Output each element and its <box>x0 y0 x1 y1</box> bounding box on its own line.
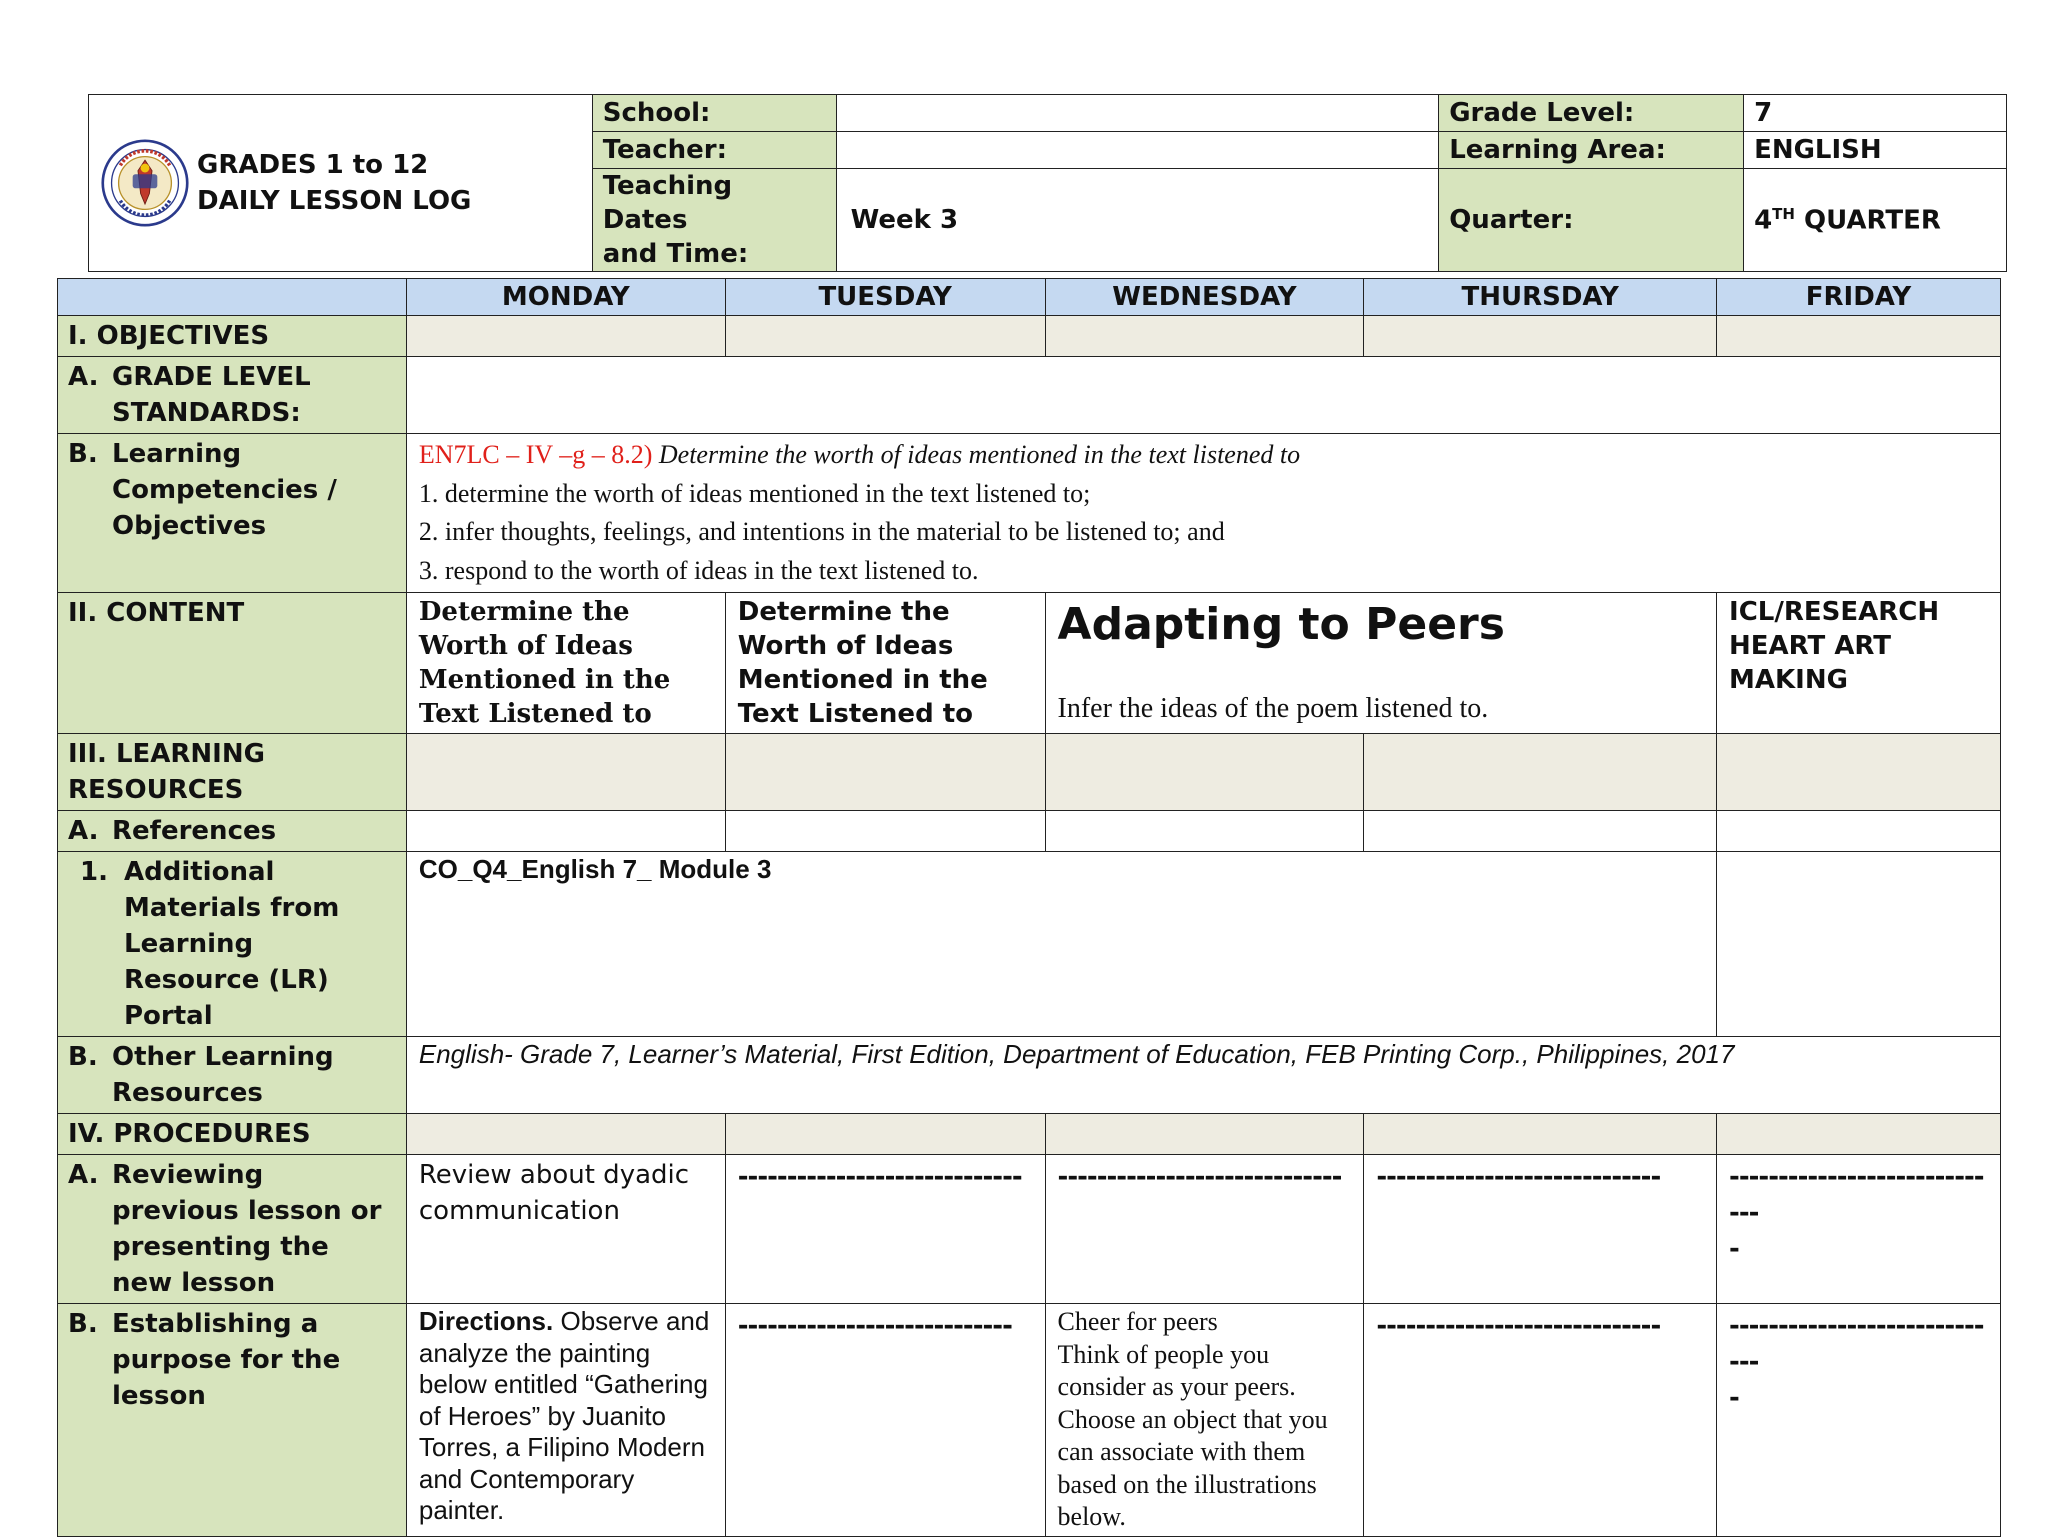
directions-text: Observe and analyze the painting below entitled “Gathering of Heroes” by Juanito Torres, a Filipino Modern and Contemporary painter. <box>418 1306 710 1525</box>
day-header-blank <box>58 279 407 316</box>
other-resources-value: English- Grade 7, Learner’s Material, First Edition, Department of Education, FEB Printing Corp., Philippines, 2017 <box>406 1037 2000 1114</box>
teaching-dates-label-line2: and Time: <box>602 239 749 269</box>
content-wednesday-subtitle: Infer the ideas of the poem listened to. <box>1057 693 1489 724</box>
objectives-wednesday <box>1045 316 1364 357</box>
olr-text: Other Learning Resources <box>112 1042 334 1108</box>
other-resources-row <box>58 1037 2001 1114</box>
rev-text: Reviewing previous lesson or presenting the new lesson <box>112 1160 382 1298</box>
content-monday: Determine the Worth of Ideas Mentioned in the Text Listened to <box>406 593 725 734</box>
additional-materials-friday <box>1717 852 2001 1037</box>
lc-text: Learning Competencies / Objectives <box>112 439 337 541</box>
reviewing-friday-line1: ----------------------------- <box>1729 1162 1984 1228</box>
objective-item-3: 3. respond to the worth of ideas in the text listened to. <box>418 555 979 585</box>
olr-letter: B. <box>68 1042 98 1072</box>
establishing-wednesday <box>1045 1304 1364 1537</box>
cheer-text: Think of people you consider as your peers. Choose an object that you can associate with them based on the illustrations below. <box>1057 1339 1328 1531</box>
est-letter: B. <box>68 1309 98 1339</box>
reviewing-monday: Review about dyadic communication <box>406 1155 725 1304</box>
procedures-wednesday <box>1045 1114 1364 1155</box>
references-friday <box>1717 811 2001 852</box>
quarter-suffix: TH <box>1772 204 1795 223</box>
ref-letter: A. <box>68 816 99 846</box>
grade-level-standards-label <box>58 357 407 434</box>
day-header-wednesday: WEDNESDAY <box>1045 279 1364 316</box>
teaching-dates-value: Week 3 <box>836 169 1439 272</box>
references-wednesday <box>1045 811 1364 852</box>
teacher-label: Teacher: <box>592 132 836 169</box>
content-heading: II. CONTENT <box>58 593 407 734</box>
other-resources-label <box>58 1037 407 1114</box>
competency-code: EN7LC – IV –g – 8.2) <box>418 440 653 469</box>
reviewing-label <box>58 1155 407 1304</box>
gls-text: GRADE LEVEL STANDARDS: <box>112 362 311 428</box>
establishing-friday <box>1717 1304 2001 1537</box>
content-wednesday-title: Adapting to Peers <box>1057 599 1505 650</box>
deped-seal-icon <box>101 139 189 227</box>
cheer-title: Cheer for peers <box>1057 1307 1218 1336</box>
references-thursday <box>1364 811 1717 852</box>
quarter-number: 4 <box>1754 205 1773 236</box>
lesson-log-table <box>57 278 2001 1537</box>
objective-item-1: 1. determine the worth of ideas mentioned in the text listened to; <box>418 478 1091 508</box>
learning-competencies-value <box>406 434 2000 593</box>
procedures-thursday <box>1364 1114 1717 1155</box>
learning-competencies-row <box>58 434 2001 593</box>
resources-monday <box>406 734 725 811</box>
additional-materials-row <box>58 852 2001 1037</box>
resources-tuesday <box>725 734 1045 811</box>
procedures-heading: IV. PROCEDURES <box>58 1114 407 1155</box>
procedures-section-row <box>58 1114 2001 1155</box>
procedures-monday <box>406 1114 725 1155</box>
grade-level-standards-row <box>58 357 2001 434</box>
day-header-thursday: THURSDAY <box>1364 279 1717 316</box>
resources-friday <box>1717 734 2001 811</box>
header-title-line1: GRADES 1 to 12 <box>197 150 429 180</box>
grade-level-value: 7 <box>1744 95 2007 132</box>
establishing-row <box>58 1304 2001 1537</box>
establishing-label <box>58 1304 407 1537</box>
procedures-friday <box>1717 1114 2001 1155</box>
objectives-friday <box>1717 316 2001 357</box>
header-brand <box>89 95 593 272</box>
lc-letter: B. <box>68 439 98 469</box>
content-tuesday: Determine the Worth of Ideas Mentioned in the Text Listened to <box>725 593 1045 734</box>
learning-area-label: Learning Area: <box>1439 132 1744 169</box>
resources-section-row <box>58 734 2001 811</box>
content-friday-line2: HEART ART MAKING <box>1729 631 1892 695</box>
establishing-friday-line2: - <box>1729 1383 1739 1413</box>
add-text: Additional Materials from Learning Resource (LR) Portal <box>124 857 340 1031</box>
reviewing-friday-line2: - <box>1729 1234 1739 1264</box>
school-field[interactable] <box>836 95 1439 132</box>
procedures-tuesday <box>725 1114 1045 1155</box>
gls-letter: A. <box>68 362 99 392</box>
header-table <box>88 94 2007 272</box>
objectives-tuesday <box>725 316 1045 357</box>
objectives-section-row <box>58 316 2001 357</box>
reviewing-thursday: ----------------------------- <box>1364 1155 1717 1304</box>
reviewing-friday <box>1717 1155 2001 1304</box>
content-friday <box>1717 593 2001 734</box>
est-text: Establishing a purpose for the lesson <box>112 1309 341 1411</box>
objectives-heading: I. OBJECTIVES <box>58 316 407 357</box>
establishing-thursday: ----------------------------- <box>1364 1304 1717 1537</box>
resources-wednesday <box>1045 734 1364 811</box>
references-monday <box>406 811 725 852</box>
ref-text: References <box>112 816 277 846</box>
reviewing-tuesday: ----------------------------- <box>725 1155 1045 1304</box>
content-row <box>58 593 2001 734</box>
grade-level-label: Grade Level: <box>1439 95 1744 132</box>
content-wednesday <box>1045 593 1717 734</box>
rev-letter: A. <box>68 1160 99 1190</box>
references-label <box>58 811 407 852</box>
additional-materials-value: CO_Q4_English 7_ Module 3 <box>406 852 1716 1037</box>
header-title-line2: DAILY LESSON LOG <box>197 186 472 216</box>
grade-level-standards-value <box>406 357 2000 434</box>
quarter-label: Quarter: <box>1439 169 1744 272</box>
establishing-tuesday: ---------------------------- <box>725 1304 1045 1537</box>
day-header-friday: FRIDAY <box>1717 279 2001 316</box>
quarter-value <box>1744 169 2007 272</box>
reviewing-row <box>58 1155 2001 1304</box>
establishing-monday <box>406 1304 725 1537</box>
references-row <box>58 811 2001 852</box>
teaching-dates-label-line1: Teaching Dates <box>602 171 733 235</box>
learning-competencies-label <box>58 434 407 593</box>
objectives-monday <box>406 316 725 357</box>
establishing-friday-line1: ----------------------------- <box>1729 1311 1984 1377</box>
quarter-text: QUARTER <box>1794 205 1941 236</box>
day-header-monday: MONDAY <box>406 279 725 316</box>
directions-label: Directions. <box>418 1306 554 1336</box>
content-friday-line1: ICL/RESEARCH <box>1729 597 1940 627</box>
teacher-field[interactable] <box>836 132 1439 169</box>
references-tuesday <box>725 811 1045 852</box>
reviewing-wednesday: ----------------------------- <box>1045 1155 1364 1304</box>
day-header-tuesday: TUESDAY <box>725 279 1045 316</box>
school-label: School: <box>592 95 836 132</box>
resources-thursday <box>1364 734 1717 811</box>
day-header-row <box>58 279 2001 316</box>
competency-text: Determine the worth of ideas mentioned in the text listened to <box>652 440 1301 469</box>
learning-area-value: ENGLISH <box>1744 132 2007 169</box>
objective-item-2: 2. infer thoughts, feelings, and intentions in the material to be listened to; and <box>418 517 1225 546</box>
teaching-dates-label <box>592 169 836 272</box>
objectives-thursday <box>1364 316 1717 357</box>
additional-materials-label <box>58 852 407 1037</box>
add-num: 1. <box>80 857 108 887</box>
resources-heading: III. LEARNING RESOURCES <box>58 734 407 811</box>
